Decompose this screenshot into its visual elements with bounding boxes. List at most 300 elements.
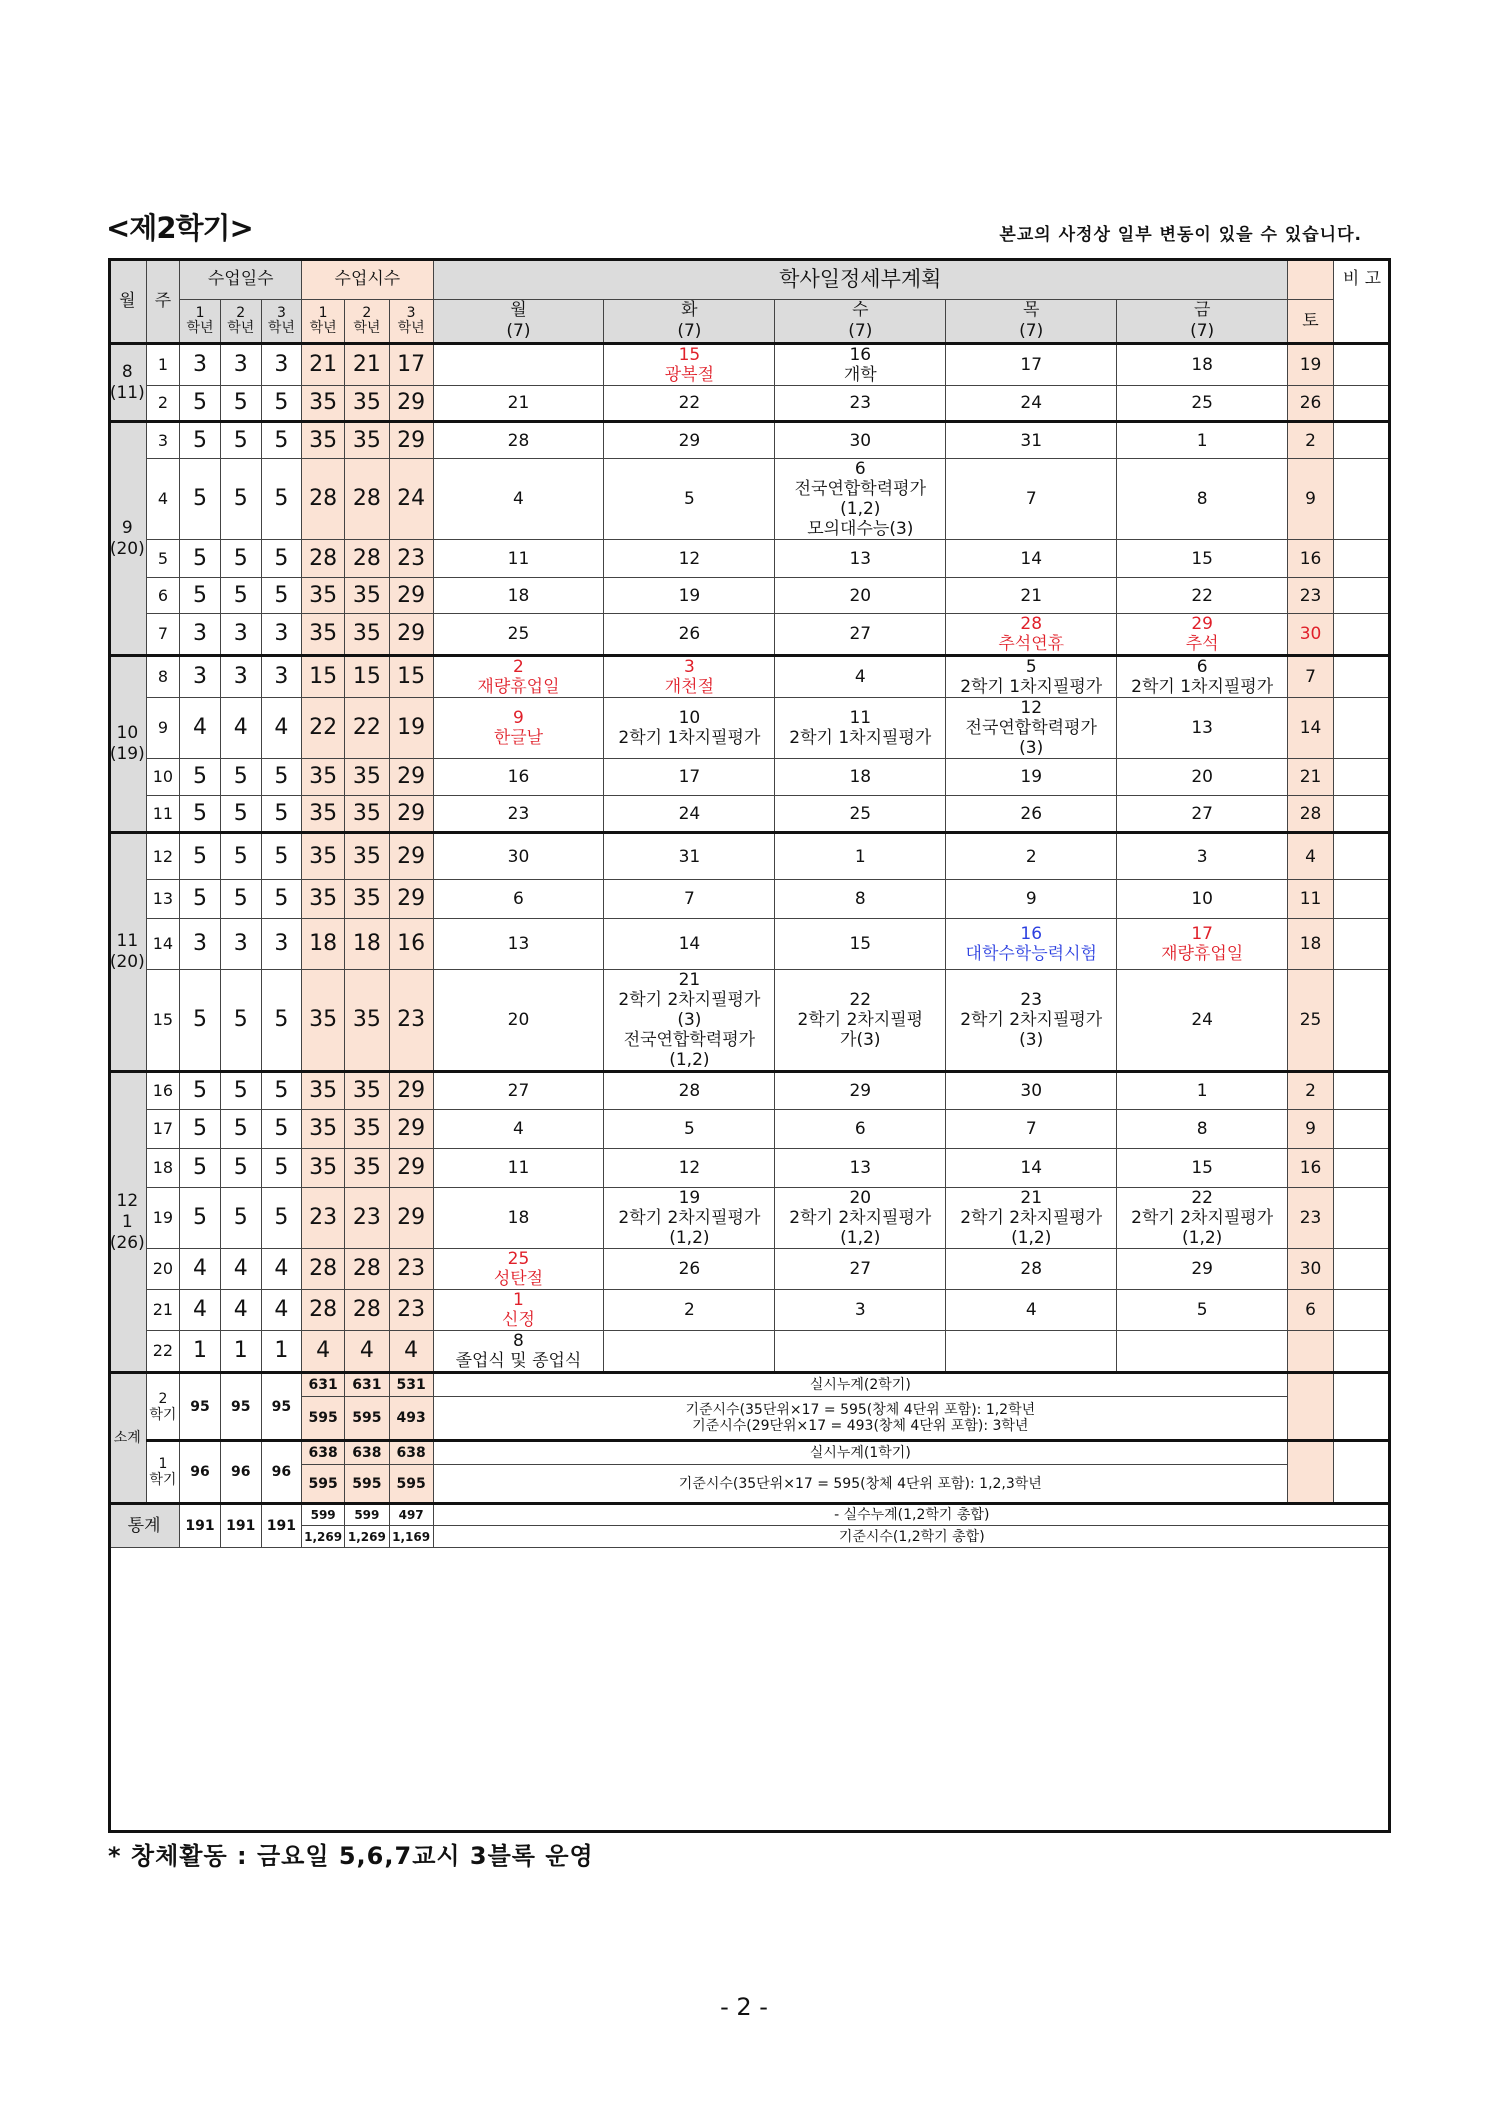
day-cell-fri <box>1117 1331 1288 1373</box>
actual-hours-grade-3: 531 <box>389 1373 433 1397</box>
day-cell-fri: 29 <box>1117 1249 1288 1290</box>
lesson-hours-grade-3: 15 <box>389 656 433 698</box>
week-row <box>109 459 1391 540</box>
day-cell-fri: 3 <box>1117 833 1288 880</box>
day-cell-wed: 6 전국연합학력평가 (1,2) 모의대수능(3) <box>775 459 946 540</box>
lesson-hours-grade-2: 35 <box>344 880 389 919</box>
lesson-days-grade-1: 3 <box>180 344 221 386</box>
total-days-grade-3: 95 <box>261 1373 302 1441</box>
lesson-days-grade-2: 5 <box>220 386 261 422</box>
remark-cell <box>1333 422 1390 459</box>
day-cell-wed <box>775 1331 946 1373</box>
lesson-hours-grade-3: 29 <box>389 422 433 459</box>
lesson-hours-grade-2: 35 <box>344 1149 389 1188</box>
day-cell-wed: 13 <box>775 1149 946 1188</box>
day-cell-mon: 30 <box>433 833 604 880</box>
standard-hours-grade-3: 595 <box>389 1465 433 1504</box>
saturday-cell: 16 <box>1288 540 1334 578</box>
day-header-thu: 목 (7) <box>946 300 1117 344</box>
lesson-days-grade-1: 4 <box>180 1290 221 1331</box>
remark-header: 비 고 <box>1333 259 1390 344</box>
lesson-hours-grade-1: 23 <box>302 1188 345 1249</box>
day-cell-wed: 16 개학 <box>775 344 946 386</box>
day-cell-tue: 12 <box>604 1149 775 1188</box>
day-cell-thu: 28 추석연휴 <box>946 614 1117 656</box>
lesson-hours-grade-1: 35 <box>302 796 345 833</box>
day-cell-thu: 23 2학기 2차지필평가 (3) <box>946 970 1117 1072</box>
standard-hours-text: 기준시수(35단위×17 = 595(창체 4단위 포함): 1,2,3학년 <box>433 1465 1288 1504</box>
lesson-days-grade-3: 4 <box>261 1249 302 1290</box>
lesson-days-grade-2: 5 <box>220 459 261 540</box>
day-cell-tue: 7 <box>604 880 775 919</box>
day-cell-wed: 18 <box>775 759 946 796</box>
day-cell-thu: 12 전국연합학력평가 (3) <box>946 698 1117 759</box>
saturday-cell: 2 <box>1288 1072 1334 1110</box>
remark-cell <box>1333 578 1390 614</box>
day-cell-fri: 1 <box>1117 422 1288 459</box>
day-cell-thu: 9 <box>946 880 1117 919</box>
day-cell-mon: 9 한글날 <box>433 698 604 759</box>
lesson-hours-grade-3: 23 <box>389 1290 433 1331</box>
lesson-days-grade-1: 5 <box>180 1188 221 1249</box>
week-number: 7 <box>146 614 180 656</box>
day-cell-thu: 19 <box>946 759 1117 796</box>
lesson-days-grade-3: 5 <box>261 1188 302 1249</box>
day-header-mon: 월 (7) <box>433 300 604 344</box>
lesson-hours-grade-2: 21 <box>344 344 389 386</box>
grand-days-grade-1: 191 <box>180 1504 221 1548</box>
remark-cell <box>1333 1249 1390 1290</box>
day-cell-mon: 21 <box>433 386 604 422</box>
week-number: 19 <box>146 1188 180 1249</box>
lesson-days-grade-3: 5 <box>261 1072 302 1110</box>
day-cell-tue: 26 <box>604 614 775 656</box>
lesson-hours-grade-1: 15 <box>302 656 345 698</box>
week-number: 1 <box>146 344 180 386</box>
total-standard-row <box>109 1526 1391 1548</box>
lesson-hours-grade-2: 35 <box>344 1110 389 1149</box>
saturday-cell: 26 <box>1288 386 1334 422</box>
week-number: 8 <box>146 656 180 698</box>
actual-hours-grade-2: 638 <box>344 1441 389 1465</box>
lesson-days-grade-3: 3 <box>261 656 302 698</box>
lesson-hours-grade-3: 19 <box>389 698 433 759</box>
summary-sat-cell <box>1288 1373 1334 1441</box>
lesson-days-grade-3: 5 <box>261 970 302 1072</box>
day-cell-thu: 31 <box>946 422 1117 459</box>
week-row <box>109 919 1391 970</box>
lesson-days-grade-1: 5 <box>180 1110 221 1149</box>
day-cell-mon: 4 <box>433 459 604 540</box>
remark-cell <box>1333 386 1390 422</box>
day-cell-tue: 14 <box>604 919 775 970</box>
grand-standard-grade-2: 1,269 <box>344 1526 389 1548</box>
day-cell-thu: 14 <box>946 540 1117 578</box>
lesson-days-grade-2: 5 <box>220 880 261 919</box>
day-cell-wed: 27 <box>775 614 946 656</box>
summary-actual-row <box>109 1373 1391 1397</box>
days-grade-2: 2 학년 <box>220 300 261 344</box>
lesson-hours-grade-2: 35 <box>344 614 389 656</box>
day-cell-tue: 5 <box>604 459 775 540</box>
lesson-days-grade-2: 5 <box>220 833 261 880</box>
summary-label: 소계 <box>109 1373 147 1504</box>
footnote: * 창체활동 : 금요일 5,6,7교시 3블록 운영 <box>108 1842 594 1870</box>
sat-header: 토 <box>1288 300 1334 344</box>
grand-actual-grade-2: 599 <box>344 1504 389 1526</box>
month-cell: 8 (11) <box>109 344 147 422</box>
lesson-days-grade-3: 3 <box>261 919 302 970</box>
semester-label: 2 학기 <box>146 1373 180 1441</box>
lesson-days-grade-1: 5 <box>180 1072 221 1110</box>
grand-standard-grade-1: 1,269 <box>302 1526 345 1548</box>
standard-hours-grade-3: 493 <box>389 1397 433 1441</box>
day-cell-mon: 4 <box>433 1110 604 1149</box>
week-row <box>109 656 1391 698</box>
standard-hours-grade-1: 595 <box>302 1397 345 1441</box>
lesson-days-grade-1: 3 <box>180 614 221 656</box>
remark-cell <box>1333 796 1390 833</box>
week-row <box>109 1331 1391 1373</box>
lesson-days-grade-2: 5 <box>220 970 261 1072</box>
lesson-days-grade-1: 5 <box>180 540 221 578</box>
day-cell-mon: 28 <box>433 422 604 459</box>
grand-standard-grade-3: 1,169 <box>389 1526 433 1548</box>
lesson-hours-grade-2: 23 <box>344 1188 389 1249</box>
lesson-hours-grade-1: 35 <box>302 970 345 1072</box>
day-cell-fri: 17 재량휴업일 <box>1117 919 1288 970</box>
lesson-hours-grade-1: 35 <box>302 833 345 880</box>
lesson-hours-grade-2: 15 <box>344 656 389 698</box>
day-cell-mon: 25 성탄절 <box>433 1249 604 1290</box>
total-days-grade-2: 95 <box>220 1373 261 1441</box>
lesson-hours-grade-2: 35 <box>344 759 389 796</box>
grand-actual-grade-3: 497 <box>389 1504 433 1526</box>
lesson-days-grade-1: 5 <box>180 422 221 459</box>
day-cell-thu: 4 <box>946 1290 1117 1331</box>
standard-hours-grade-2: 595 <box>344 1465 389 1504</box>
month-cell: 9 (20) <box>109 422 147 656</box>
week-number: 13 <box>146 880 180 919</box>
day-cell-tue: 12 <box>604 540 775 578</box>
day-cell-thu: 16 대학수학능력시험 <box>946 919 1117 970</box>
saturday-cell: 14 <box>1288 698 1334 759</box>
week-number: 22 <box>146 1331 180 1373</box>
day-cell-tue: 17 <box>604 759 775 796</box>
lesson-hours-grade-2: 28 <box>344 1290 389 1331</box>
day-cell-wed: 3 <box>775 1290 946 1331</box>
remark-cell <box>1333 540 1390 578</box>
day-cell-fri: 18 <box>1117 344 1288 386</box>
summary-standard-row <box>109 1397 1391 1441</box>
lesson-days-grade-3: 5 <box>261 796 302 833</box>
remark-cell <box>1333 344 1390 386</box>
week-row <box>109 540 1391 578</box>
lesson-hours-grade-1: 28 <box>302 459 345 540</box>
day-cell-fri: 8 <box>1117 1110 1288 1149</box>
lesson-hours-grade-2: 28 <box>344 540 389 578</box>
week-row <box>109 1249 1391 1290</box>
week-number: 17 <box>146 1110 180 1149</box>
day-cell-fri: 15 <box>1117 1149 1288 1188</box>
week-number: 16 <box>146 1072 180 1110</box>
day-cell-wed: 13 <box>775 540 946 578</box>
lesson-days-grade-1: 4 <box>180 1249 221 1290</box>
saturday-cell: 16 <box>1288 1149 1334 1188</box>
lesson-days-grade-2: 1 <box>220 1331 261 1373</box>
lesson-hours-grade-1: 35 <box>302 1149 345 1188</box>
lesson-days-grade-3: 5 <box>261 386 302 422</box>
remark-cell <box>1333 759 1390 796</box>
remark-cell <box>1333 1072 1390 1110</box>
lesson-days-grade-2: 5 <box>220 759 261 796</box>
day-cell-wed: 4 <box>775 656 946 698</box>
day-cell-fri: 10 <box>1117 880 1288 919</box>
standard-hours-grade-1: 595 <box>302 1465 345 1504</box>
lesson-hours-grade-3: 29 <box>389 759 433 796</box>
day-cell-mon: 8 졸업식 및 종업식 <box>433 1331 604 1373</box>
total-days-grade-3: 96 <box>261 1441 302 1504</box>
day-cell-fri: 15 <box>1117 540 1288 578</box>
lesson-hours-grade-1: 35 <box>302 386 345 422</box>
change-notice: 본교의 사정상 일부 변동이 있을 수 있습니다. <box>999 225 1362 245</box>
lesson-hours-grade-3: 29 <box>389 1072 433 1110</box>
total-days-grade-1: 96 <box>180 1441 221 1504</box>
semester-title: <제2학기> <box>106 211 253 245</box>
day-cell-mon: 11 <box>433 1149 604 1188</box>
day-cell-mon: 18 <box>433 578 604 614</box>
day-cell-mon: 25 <box>433 614 604 656</box>
day-cell-mon: 16 <box>433 759 604 796</box>
remark-cell <box>1333 614 1390 656</box>
lesson-hours-grade-3: 23 <box>389 970 433 1072</box>
lesson-days-grade-3: 5 <box>261 880 302 919</box>
day-cell-wed: 6 <box>775 1110 946 1149</box>
lesson-days-grade-3: 1 <box>261 1331 302 1373</box>
day-cell-tue: 22 <box>604 386 775 422</box>
saturday-cell: 21 <box>1288 759 1334 796</box>
week-number: 21 <box>146 1290 180 1331</box>
day-cell-tue <box>604 1331 775 1373</box>
actual-hours-text: 실시누계(2학기) <box>433 1373 1288 1397</box>
lesson-days-grade-1: 5 <box>180 880 221 919</box>
day-header-tue: 화 (7) <box>604 300 775 344</box>
lesson-days-grade-1: 5 <box>180 386 221 422</box>
actual-hours-grade-2: 631 <box>344 1373 389 1397</box>
grand-days-grade-3: 191 <box>261 1504 302 1548</box>
lesson-days-grade-2: 5 <box>220 422 261 459</box>
lesson-hours-grade-1: 35 <box>302 422 345 459</box>
lesson-hours-grade-3: 4 <box>389 1331 433 1373</box>
saturday-cell: 19 <box>1288 344 1334 386</box>
lesson-days-grade-1: 5 <box>180 970 221 1072</box>
day-cell-tue: 15 광복절 <box>604 344 775 386</box>
hours-grade-2: 2 학년 <box>344 300 389 344</box>
lesson-days-grade-2: 3 <box>220 919 261 970</box>
lesson-hours-grade-3: 29 <box>389 1149 433 1188</box>
remark-cell <box>1333 833 1390 880</box>
summary-actual-row <box>109 1441 1391 1465</box>
lesson-hours-grade-3: 23 <box>389 540 433 578</box>
header-row-top <box>109 259 1391 300</box>
day-cell-wed: 15 <box>775 919 946 970</box>
week-number: 2 <box>146 386 180 422</box>
day-cell-tue: 26 <box>604 1249 775 1290</box>
day-cell-mon: 27 <box>433 1072 604 1110</box>
lesson-days-grade-1: 5 <box>180 1149 221 1188</box>
lesson-hours-grade-3: 23 <box>389 1249 433 1290</box>
day-cell-mon: 11 <box>433 540 604 578</box>
day-cell-tue: 19 2학기 2차지필평가 (1,2) <box>604 1188 775 1249</box>
week-row <box>109 1188 1391 1249</box>
month-cell: 10 (19) <box>109 656 147 833</box>
lesson-days-grade-2: 5 <box>220 1188 261 1249</box>
day-cell-thu: 21 <box>946 578 1117 614</box>
week-number: 10 <box>146 759 180 796</box>
day-cell-thu: 26 <box>946 796 1117 833</box>
lesson-hours-grade-3: 29 <box>389 1188 433 1249</box>
day-cell-mon: 13 <box>433 919 604 970</box>
day-cell-thu: 30 <box>946 1072 1117 1110</box>
lesson-days-grade-2: 3 <box>220 656 261 698</box>
lesson-hours-grade-3: 29 <box>389 880 433 919</box>
lesson-hours-grade-2: 28 <box>344 1249 389 1290</box>
lesson-hours-grade-1: 4 <box>302 1331 345 1373</box>
day-cell-wed: 30 <box>775 422 946 459</box>
day-cell-thu: 5 2학기 1차지필평가 <box>946 656 1117 698</box>
summary-remark-cell <box>1333 1373 1390 1441</box>
day-header-fri: 금 (7) <box>1117 300 1288 344</box>
lesson-days-grade-3: 5 <box>261 540 302 578</box>
grand-standard-text: 기준시수(1,2학기 총합) <box>433 1526 1391 1548</box>
header-row-bottom <box>109 300 1391 344</box>
actual-hours-grade-3: 638 <box>389 1441 433 1465</box>
days-grade-1: 1 학년 <box>180 300 221 344</box>
lesson-hours-grade-1: 35 <box>302 1072 345 1110</box>
lesson-days-grade-2: 3 <box>220 614 261 656</box>
grand-actual-text: - 실수누계(1,2학기 총합) <box>433 1504 1391 1526</box>
actual-hours-grade-1: 631 <box>302 1373 345 1397</box>
week-number: 6 <box>146 578 180 614</box>
saturday-cell: 25 <box>1288 970 1334 1072</box>
day-cell-fri: 1 <box>1117 1072 1288 1110</box>
day-cell-mon: 20 <box>433 970 604 1072</box>
week-number: 12 <box>146 833 180 880</box>
plan-header: 학사일정세부계획 <box>433 259 1288 300</box>
saturday-cell: 18 <box>1288 919 1334 970</box>
lesson-hours-grade-2: 18 <box>344 919 389 970</box>
week-number: 15 <box>146 970 180 1072</box>
summary-remark-cell <box>1333 1441 1390 1504</box>
day-cell-thu: 7 <box>946 459 1117 540</box>
lesson-hours-grade-3: 29 <box>389 386 433 422</box>
day-cell-thu: 21 2학기 2차지필평가 (1,2) <box>946 1188 1117 1249</box>
lesson-hours-grade-3: 29 <box>389 614 433 656</box>
lesson-hours-grade-2: 35 <box>344 796 389 833</box>
lesson-hours-grade-2: 35 <box>344 422 389 459</box>
lesson-days-grade-3: 3 <box>261 614 302 656</box>
lesson-hours-grade-2: 4 <box>344 1331 389 1373</box>
day-cell-mon <box>433 344 604 386</box>
day-cell-wed: 25 <box>775 796 946 833</box>
day-cell-tue: 28 <box>604 1072 775 1110</box>
standard-hours-text: 기준시수(35단위×17 = 595(창체 4단위 포함): 1,2학년 기준시수(29단위×17 = 493(창체 4단위 포함): 3학년 <box>433 1397 1288 1441</box>
saturday-cell: 6 <box>1288 1290 1334 1331</box>
day-cell-wed: 23 <box>775 386 946 422</box>
page-number: - 2 - <box>720 1993 768 2021</box>
lesson-hours-grade-3: 29 <box>389 578 433 614</box>
lesson-days-grade-2: 4 <box>220 698 261 759</box>
saturday-cell: 23 <box>1288 578 1334 614</box>
lesson-days-grade-3: 5 <box>261 1149 302 1188</box>
month-cell: 11 (20) <box>109 833 147 1072</box>
week-number: 4 <box>146 459 180 540</box>
grand-actual-grade-1: 599 <box>302 1504 345 1526</box>
day-cell-fri: 27 <box>1117 796 1288 833</box>
total-label: 통계 <box>109 1504 180 1548</box>
lesson-days-grade-3: 5 <box>261 578 302 614</box>
saturday-cell: 4 <box>1288 833 1334 880</box>
lesson-hours-grade-3: 17 <box>389 344 433 386</box>
lesson-hours-grade-2: 35 <box>344 578 389 614</box>
remark-cell <box>1333 970 1390 1072</box>
lesson-days-header: 수업일수 <box>180 259 302 300</box>
actual-hours-grade-1: 638 <box>302 1441 345 1465</box>
day-cell-wed: 8 <box>775 880 946 919</box>
remark-cell <box>1333 1149 1390 1188</box>
lesson-hours-grade-2: 35 <box>344 970 389 1072</box>
lesson-hours-grade-1: 35 <box>302 578 345 614</box>
remark-cell <box>1333 656 1390 698</box>
saturday-cell <box>1288 1331 1334 1373</box>
week-row <box>109 422 1391 459</box>
day-cell-fri: 13 <box>1117 698 1288 759</box>
day-cell-mon: 23 <box>433 796 604 833</box>
lesson-days-grade-1: 4 <box>180 698 221 759</box>
day-cell-fri: 25 <box>1117 386 1288 422</box>
saturday-cell: 9 <box>1288 459 1334 540</box>
day-cell-mon: 1 신정 <box>433 1290 604 1331</box>
day-cell-wed: 27 <box>775 1249 946 1290</box>
day-cell-tue: 2 <box>604 1290 775 1331</box>
lesson-days-grade-3: 5 <box>261 833 302 880</box>
lesson-hours-grade-3: 29 <box>389 796 433 833</box>
sat-header-top <box>1288 259 1334 300</box>
day-cell-mon: 18 <box>433 1188 604 1249</box>
day-cell-mon: 2 재량휴업일 <box>433 656 604 698</box>
actual-hours-text: 실시누계(1학기) <box>433 1441 1288 1465</box>
lesson-days-grade-2: 5 <box>220 1072 261 1110</box>
lesson-days-grade-3: 4 <box>261 698 302 759</box>
week-header: 주 <box>146 259 180 344</box>
week-row <box>109 386 1391 422</box>
day-cell-thu: 17 <box>946 344 1117 386</box>
remark-cell <box>1333 919 1390 970</box>
day-cell-wed: 22 2학기 2차지필평 가(3) <box>775 970 946 1072</box>
day-cell-mon: 6 <box>433 880 604 919</box>
lesson-days-grade-2: 5 <box>220 796 261 833</box>
lesson-days-grade-3: 5 <box>261 759 302 796</box>
week-row <box>109 796 1391 833</box>
day-cell-thu: 7 <box>946 1110 1117 1149</box>
lesson-days-grade-2: 4 <box>220 1290 261 1331</box>
remark-cell <box>1333 1331 1390 1373</box>
lesson-days-grade-1: 5 <box>180 578 221 614</box>
week-row <box>109 833 1391 880</box>
day-cell-thu: 2 <box>946 833 1117 880</box>
lesson-days-grade-1: 1 <box>180 1331 221 1373</box>
lesson-days-grade-1: 5 <box>180 796 221 833</box>
